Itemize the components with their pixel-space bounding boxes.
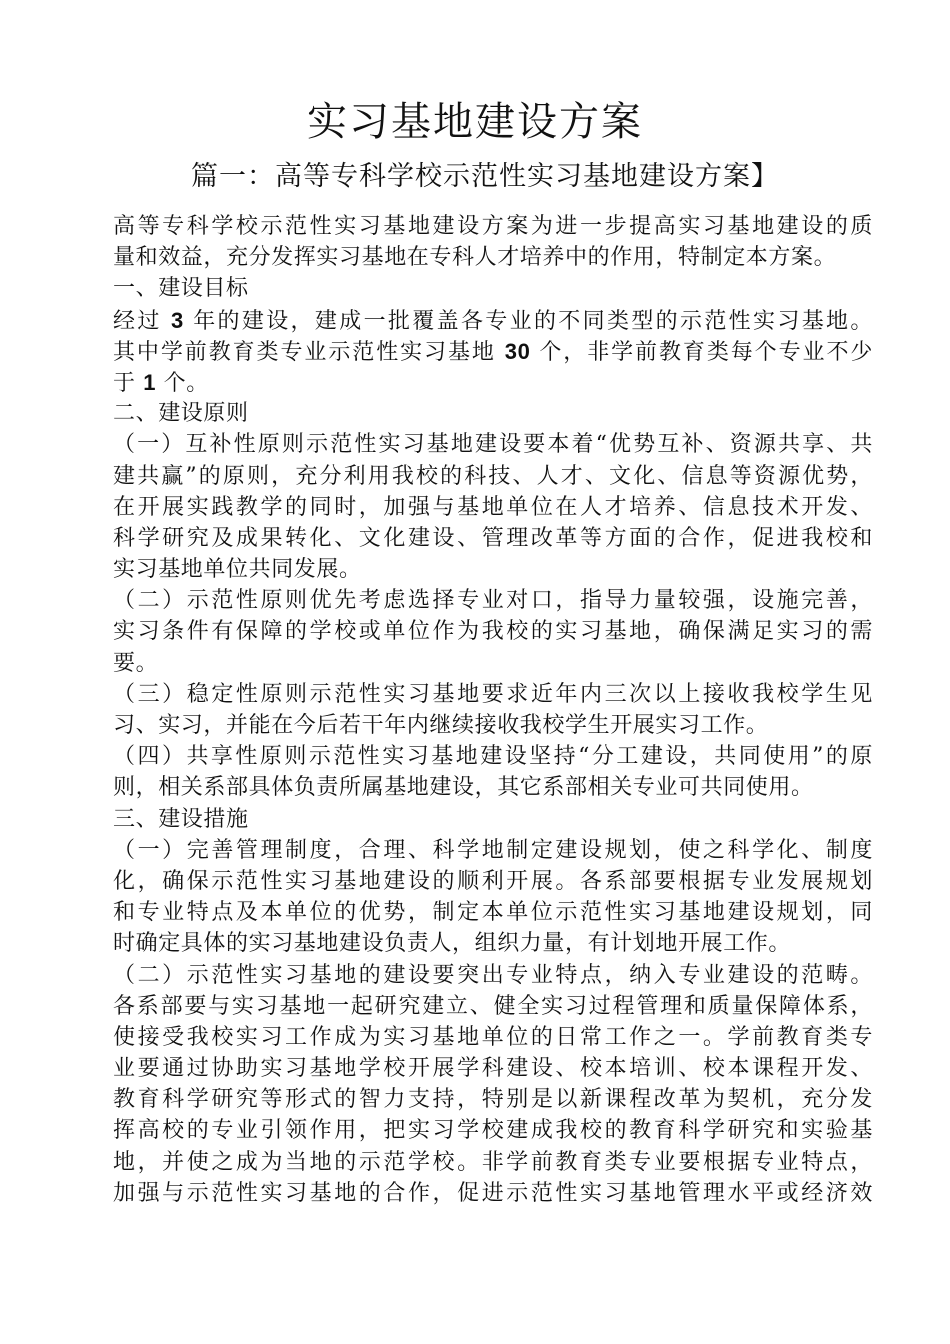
paragraph-line: 则，相关系部具体负责所属基地建设，其它系部相关专业可共同使用。 bbox=[113, 775, 814, 801]
paragraph-line: 要。 bbox=[113, 650, 159, 676]
paragraph-line: 实习基地单位共同发展。 bbox=[113, 557, 362, 583]
paragraph-line: 使接受我校实习工作成为实习基地单位的日常工作之一。学前教育类专 bbox=[113, 1024, 873, 1050]
paragraph-line: （三）稳定性原则示范性实习基地要求近年内三次以上接收我校学生见 bbox=[113, 681, 873, 707]
document-subtitle: 篇一：高等专科学校示范性实习基地建设方案】 bbox=[191, 161, 779, 192]
paragraph-line: 高等专科学校示范性实习基地建设方案为进一步提高实习基地建设的质 bbox=[113, 214, 873, 239]
paragraph-line: 化，确保示范性实习基地建设的顺利开展。各系部要根据专业发展规划 bbox=[113, 868, 873, 894]
paragraph-line: 经过 3 年的建设，建成一批覆盖各专业的不同类型的示范性实习基地。 bbox=[113, 307, 873, 334]
paragraph-line: 于 1 个。 bbox=[113, 369, 209, 396]
paragraph-line: 加强与示范性实习基地的合作，促进示范性实习基地管理水平或经济效 bbox=[113, 1180, 873, 1206]
paragraph-line: 各系部要与实习基地一起研究建立、健全实习过程管理和质量保障体系， bbox=[113, 993, 873, 1019]
section-heading: 三、建设措施 bbox=[113, 806, 249, 832]
paragraph-line: 地，并使之成为当地的示范学校。非学前教育类专业要根据专业特点， bbox=[113, 1149, 873, 1175]
paragraph-line: （二）示范性原则优先考虑选择专业对口，指导力量较强，设施完善， bbox=[113, 588, 873, 614]
paragraph-line: 在开展实践教学的同时，加强与基地单位在人才培养、信息技术开发、 bbox=[113, 494, 873, 520]
document-body bbox=[113, 211, 873, 1209]
paragraph-line: 习、实习，并能在今后若干年内继续接收我校学生开展实习工作。 bbox=[113, 713, 769, 738]
section-heading: 一、建设目标 bbox=[113, 276, 249, 302]
paragraph-line: （一）互补性原则示范性实习基地建设要本着“优势互补、资源共享、共 bbox=[113, 432, 873, 458]
paragraph-line: 教育科学研究等形式的智力支持，特别是以新课程改革为契机，充分发 bbox=[113, 1087, 873, 1113]
paragraph-line: 业要通过协助实习基地学校开展学科建设、校本培训、校本课程开发、 bbox=[113, 1056, 873, 1082]
paragraph-line: 建共赢”的原则，充分利用我校的科技、人才、文化、信息等资源优势， bbox=[113, 463, 873, 489]
document-title: 实习基地建设方案 bbox=[307, 99, 643, 145]
paragraph-line: 科学研究及成果转化、文化建设、管理改革等方面的合作，促进我校和 bbox=[113, 525, 873, 551]
paragraph-line: 挥高校的专业引领作用，把实习学校建成我校的教育科学研究和实验基 bbox=[113, 1118, 873, 1144]
paragraph-line: （一）完善管理制度，合理、科学地制定建设规划，使之科学化、制度 bbox=[113, 837, 873, 863]
paragraph-line: 实习条件有保障的学校或单位作为我校的实习基地，确保满足实习的需 bbox=[113, 619, 873, 645]
paragraph-line: 其中学前教育类专业示范性实习基地 30 个，非学前教育类每个专业不少 bbox=[113, 338, 873, 365]
paragraph-line: （二）示范性实习基地的建设要突出专业特点，纳入专业建设的范畴。 bbox=[113, 962, 873, 988]
paragraph-line: （四）共享性原则示范性实习基地建设坚持“分工建设，共同使用”的原 bbox=[113, 744, 873, 770]
paragraph-line: 量和效益，充分发挥实习基地在专科人才培养中的作用，特制定本方案。 bbox=[113, 245, 837, 271]
paragraph-line: 和专业特点及本单位的优势，制定本单位示范性实习基地建设规划，同 bbox=[113, 900, 873, 926]
section-heading: 二、建设原则 bbox=[113, 401, 249, 427]
paragraph-line: 时确定具体的实习基地建设负责人，组织力量，有计划地开展工作。 bbox=[113, 931, 792, 957]
